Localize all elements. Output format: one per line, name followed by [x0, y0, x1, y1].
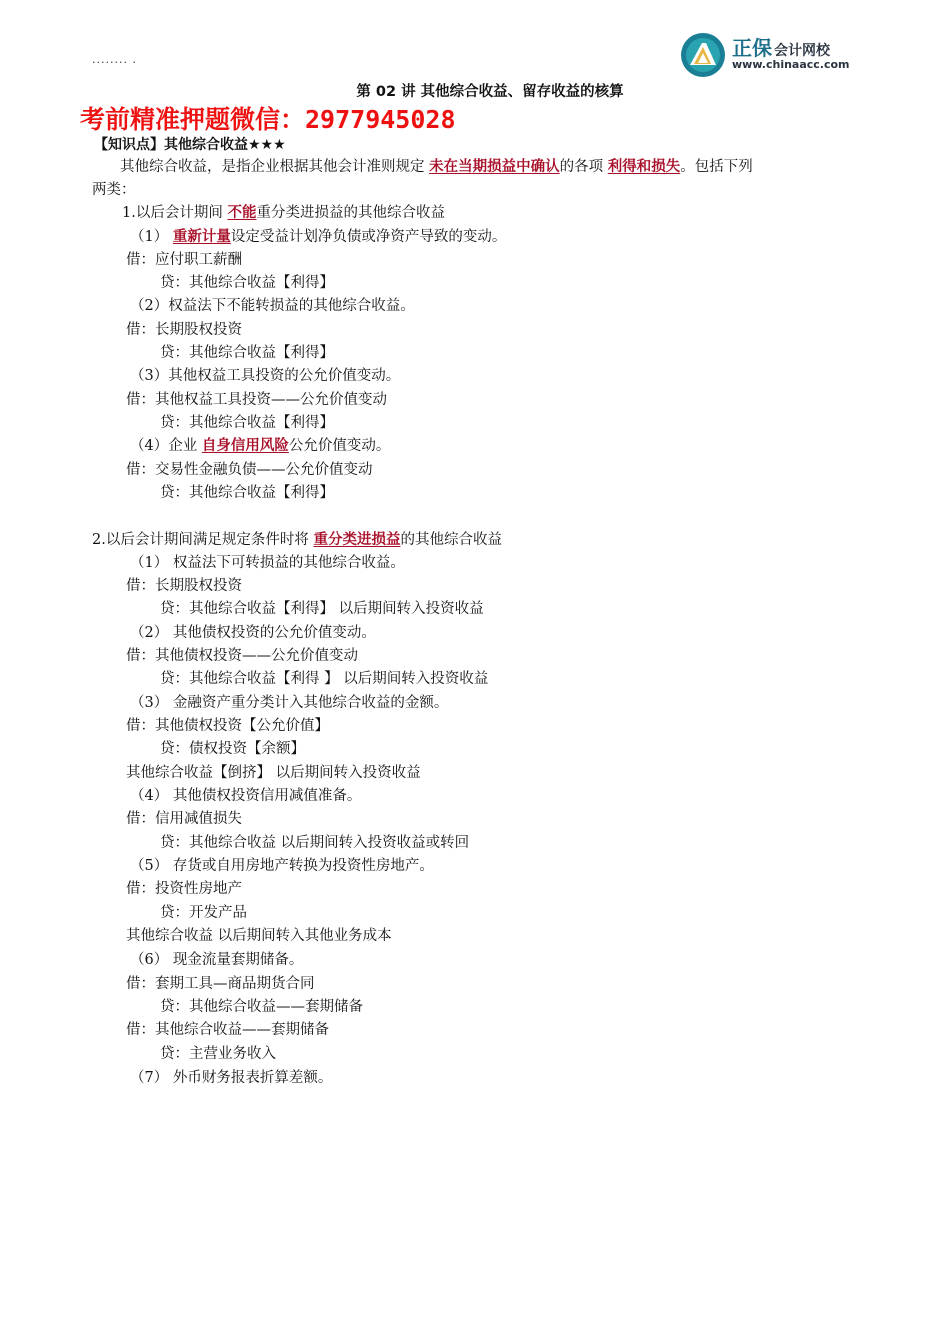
s1-item-1-text: 设定受益计划净负债或净资产导致的变动。: [230, 229, 507, 245]
s2-item-7: （7） 外币财务报表折算差额。: [130, 1070, 333, 1086]
highlight-cannot: 不能: [227, 205, 257, 221]
s2-item-2-debit: 借：其他债权投资——公允价值变动: [126, 648, 358, 664]
section-2-heading-text-b: 的其他综合收益: [400, 532, 502, 548]
s2-item-4: （4） 其他债权投资信用减值准备。: [130, 788, 362, 804]
s2-item-4-credit: 贷：其他综合收益 以后期间转入投资收益或转回: [160, 835, 470, 851]
intro-paragraph-line2: 两类：: [92, 182, 136, 198]
s2-item-3-credit: 贷：债权投资【余额】: [160, 741, 305, 757]
s2-item-3: （3） 金融资产重分类计入其他综合收益的金额。: [130, 695, 449, 711]
s2-item-6-debit-2: 借：其他综合收益——套期储备: [126, 1022, 329, 1038]
s2-item-5-debit: 借：投资性房地产: [126, 881, 242, 897]
s2-item-1-debit: 借：长期股权投资: [126, 578, 242, 594]
knowledge-point-heading: 【知识点】其他综合收益★★★: [94, 137, 286, 153]
section-2-heading: [92, 530, 502, 550]
section-1-heading: [122, 203, 445, 223]
s2-item-5-extra: 其他综合收益 以后期间转入其他业务成本: [126, 928, 392, 944]
highlight-own-credit-risk: 自身信用风险: [201, 438, 289, 454]
s1-item-3: （3）其他权益工具投资的公允价值变动。: [130, 368, 401, 384]
s2-item-6-credit-2: 贷：主营业务收入: [160, 1046, 276, 1062]
chinaacc-logo[interactable]: [680, 30, 870, 80]
lecture-title: 第 02 讲 其他综合收益、留存收益的核算: [356, 84, 624, 100]
logo-sub-text: 会计网校: [774, 43, 830, 59]
s2-item-5: （5） 存货或自用房地产转换为投资性房地产。: [130, 858, 434, 874]
intro-text-3: 。包括下列: [680, 159, 753, 175]
s2-item-6-credit-1: 贷：其他综合收益——套期储备: [160, 999, 363, 1015]
s1-item-2-credit: 贷：其他综合收益【利得】: [160, 345, 334, 361]
s2-item-3-extra: 其他综合收益【倒挤】 以后期间转入投资收益: [126, 765, 421, 781]
section-1-heading-text-b: 重分类进损益的其他综合收益: [256, 205, 445, 221]
s1-item-4: [130, 436, 390, 456]
highlight-not-recognized: 未在当期损益中确认: [429, 159, 560, 175]
s2-item-1-credit: 贷：其他综合收益【利得】 以后期间转入投资收益: [160, 601, 484, 617]
s1-item-3-debit: 借：其他权益工具投资——公允价值变动: [126, 392, 387, 408]
section-2-heading-text-a: 2.以后会计期间满足规定条件时将: [92, 532, 314, 548]
section-1-heading-text-a: 1.以后会计期间: [122, 205, 228, 221]
s2-item-4-debit: 借：信用减值损失: [126, 811, 242, 827]
s2-item-2-credit: 贷：其他综合收益【利得 】 以后期间转入投资收益: [160, 671, 489, 687]
s2-item-2: （2） 其他债权投资的公允价值变动。: [130, 625, 376, 641]
s2-item-3-debit: 借：其他债权投资【公允价值】: [126, 718, 329, 734]
highlight-remeasure: 重新计量: [172, 229, 231, 245]
s1-item-1-debit: 借：应付职工薪酬: [126, 252, 242, 268]
s1-item-4-prefix: （4）企业: [130, 438, 202, 454]
s1-item-4-credit: 贷：其他综合收益【利得】: [160, 485, 334, 501]
logo-url: www.chinaacc.com: [732, 58, 850, 71]
s2-item-6: （6） 现金流量套期储备。: [130, 952, 304, 968]
s2-item-5-credit: 贷：开发产品: [160, 905, 247, 921]
s2-item-1: （1） 权益法下可转损益的其他综合收益。: [130, 555, 405, 571]
logo-emblem-icon: [680, 32, 726, 78]
logo-text: [732, 32, 830, 61]
header-left-text: ········ ·: [92, 56, 137, 69]
s1-item-2-debit: 借：长期股权投资: [126, 322, 242, 338]
s2-item-6-debit-1: 借：套期工具—商品期货合同: [126, 976, 315, 992]
promo-banner: 考前精准押题微信：2977945028: [80, 105, 456, 134]
intro-text-1: 其他综合收益，是指企业根据其他会计准则规定: [120, 159, 430, 175]
s1-item-1: [130, 227, 506, 247]
logo-main-text: 正保: [732, 36, 772, 60]
s1-item-1-credit: 贷：其他综合收益【利得】: [160, 275, 334, 291]
highlight-gains-losses: 利得和损失: [607, 159, 681, 175]
s1-item-4-debit: 借：交易性金融负债——公允价值变动: [126, 462, 373, 478]
s1-item-4-text: 公允价值变动。: [288, 438, 391, 454]
s1-item-2: （2）权益法下不能转损益的其他综合收益。: [130, 298, 415, 314]
s1-item-1-prefix: （1）: [130, 229, 173, 245]
intro-paragraph: [120, 157, 753, 177]
highlight-reclassify: 重分类进损益: [313, 532, 401, 548]
s1-item-3-credit: 贷：其他综合收益【利得】: [160, 415, 334, 431]
intro-text-2: 的各项: [559, 159, 608, 175]
